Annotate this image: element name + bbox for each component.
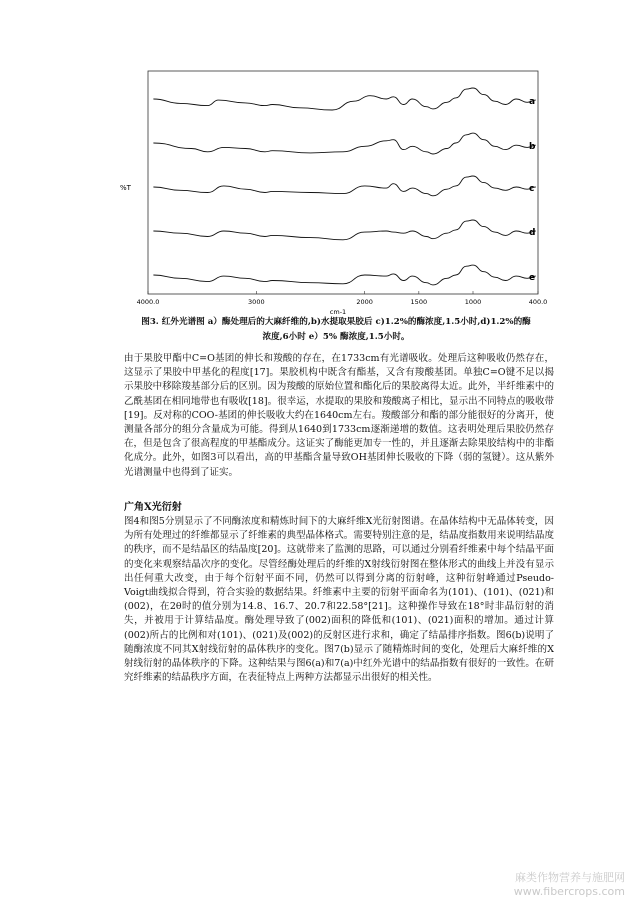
plot-frame [148, 71, 538, 294]
watermark-line-2: www.fibercrops.com [513, 885, 625, 898]
series-line-d [153, 220, 535, 240]
series-line-a [153, 88, 535, 110]
watermark-line-1: 麻类作物营养与施肥网 [515, 871, 625, 884]
x-tick-label: 1000 [464, 298, 482, 306]
series-label-a: a [529, 97, 536, 108]
figure-caption-line-1: 图3. 红外光谱图 a）酶处理后的大麻纤维的,b)水提取果胶后 c)1.2%的酶浓度,1.5小时,d)1.2%的酶 [141, 317, 531, 327]
x-tick-label: 400.0 [528, 298, 548, 306]
series-label-b: b [529, 142, 536, 153]
x-tick-label: 1500 [410, 298, 428, 306]
figure-caption-line-2: 浓度,6小时 e）5% 酶浓度,1.5小时。 [262, 332, 410, 342]
series-label-e: e [529, 273, 536, 284]
series-line-e [153, 265, 535, 285]
site-watermark [514, 871, 625, 899]
section-heading: 广角X光衍射 [124, 502, 182, 513]
x-tick-label: 3000 [248, 298, 265, 306]
body-paragraph-1: 由于果胶甲酯中C=O基团的伸长和羧酸的存在，在1733cm有光谱吸收。处理后这种吸收仍然存在，这显示了果胶中甲基化的程度[17]。果胶机构中既含有酯基，又含有羧酸基团。单独C=O键不足以揭示果胶中移除羧基部分后的区别。因为羧酸的原始位置和酯化后的果胶离得太近。此外，半纤维素中的乙酰基团在相同地带也有吸收[18]。很幸运，水提取的果胶和羧酸离子相比，显示出不同特点的吸收带[19]。反对称的COO-基团的伸长吸收大约在1640cm左右。羧酸部分和酯的部分能很好的分离开，使测量各部分的组分含量成为可能。得到从1640到1733cm逐渐递增的数值。这表明处理后果胶仍然存在，但是包含了很高程度的甲基酯成分。这证实了酶能更加专一性的，并且逐渐去除果胶结构中的非酯化成分。此外，如图3可以看出，高的甲基酯含量导致OH基团伸长吸收的下降（弱的氢键）。这从紫外光谱测量中也得到了证实。 [124, 353, 554, 478]
x-axis-label: cm-1 [329, 308, 347, 316]
series-label-d: d [529, 228, 536, 238]
ir-spectra-figure [118, 66, 548, 316]
x-tick-label: 4000.0 [136, 298, 160, 306]
y-axis-label: %T [120, 184, 131, 192]
x-tick-label: 2000 [356, 298, 373, 306]
series-label-c: c [529, 184, 535, 194]
ir-spectra-chart [118, 66, 548, 316]
series-line-c [153, 176, 535, 196]
series-line-b [153, 133, 535, 154]
body-paragraph-2: 图4和图5分别显示了不同酶浓度和精炼时间下的大麻纤维X光衍射图谱。在晶体结构中无晶体转变，因为所有处理过的纤维都显示了纤维素的典型晶体格式。需要特别注意的是，结晶度指数用来说明结晶度的秩序，而不是结晶区的结晶度[20]。这就带来了监测的思路，可以通过分别看纤维素中每个结晶平面的变化来观察结晶次序的变化。尽管经酶处理后的纤维的X射线衍射图在整体形式的曲线上并没有显示出任何重大改变，由于每个衍射平面不同，仍然可以得到分离的衍射峰，这种衍射峰通过Pseudo-Voigt曲线拟合得到，符合实验的数据结果。纤维素中主要的衍射平面命名为(101)、(101)、(021)和(002)，在2θ时的值分别为14.8、16.7、20.7和22.58°[21]。这种操作导致在18°时非晶衍射的消失，并被用于计算结晶度。酶处理导致了(002)面积的降低和(101)、(021)面积的增加。通过计算(002)所占的比例和对(101)、(021)及(002)的反射区进行求和，确定了结晶排序指数。图6(b)说明了随酶浓度不同其X射线衍射的晶体秩序的变化。图7(b)显示了随精炼时间的变化，处理后大麻纤维的X射线衍射的晶体秩序的下降。这种结果与图6(a)和7(a)中红外光谱中的结晶指数有很好的一致性。在研究纤维素的结晶秩序方面，在表征特点上两种方法都显示出很好的相关性。 [124, 516, 554, 684]
figure-caption [126, 315, 546, 345]
